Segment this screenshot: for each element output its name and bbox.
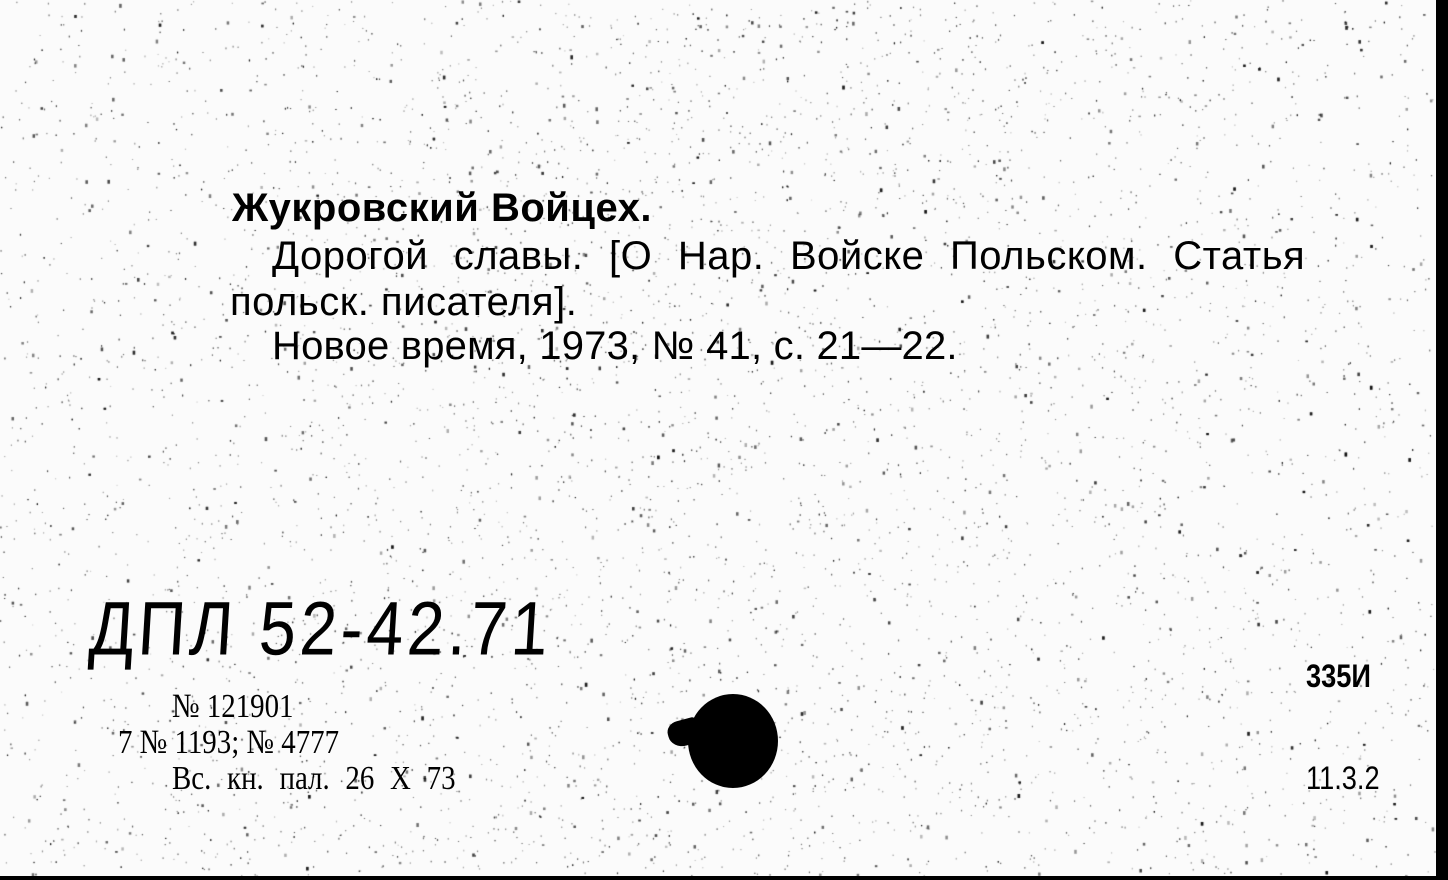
author-heading: Жукровский Войцех.	[232, 186, 653, 230]
book-chamber-note: Вс. кн. пал. 26 X 73	[172, 760, 456, 797]
code-top-right: 335И	[1306, 658, 1371, 694]
title-line-1: Дорогой славы. [О Нар. Войске Польском. Статья	[272, 234, 1306, 278]
source-citation: Новое время, 1973, № 41, с. 21—22.	[272, 324, 958, 368]
title-line-2: польск. писателя].	[230, 280, 578, 324]
punch-hole	[688, 694, 778, 788]
accession-number: № 121901	[172, 688, 294, 725]
handwritten-shelfmark: ДПЛ 52-42.71	[87, 585, 555, 671]
code-bottom-right: 11.3.2	[1306, 760, 1380, 796]
reference-numbers: 7 № 1193; № 4777	[118, 724, 340, 761]
